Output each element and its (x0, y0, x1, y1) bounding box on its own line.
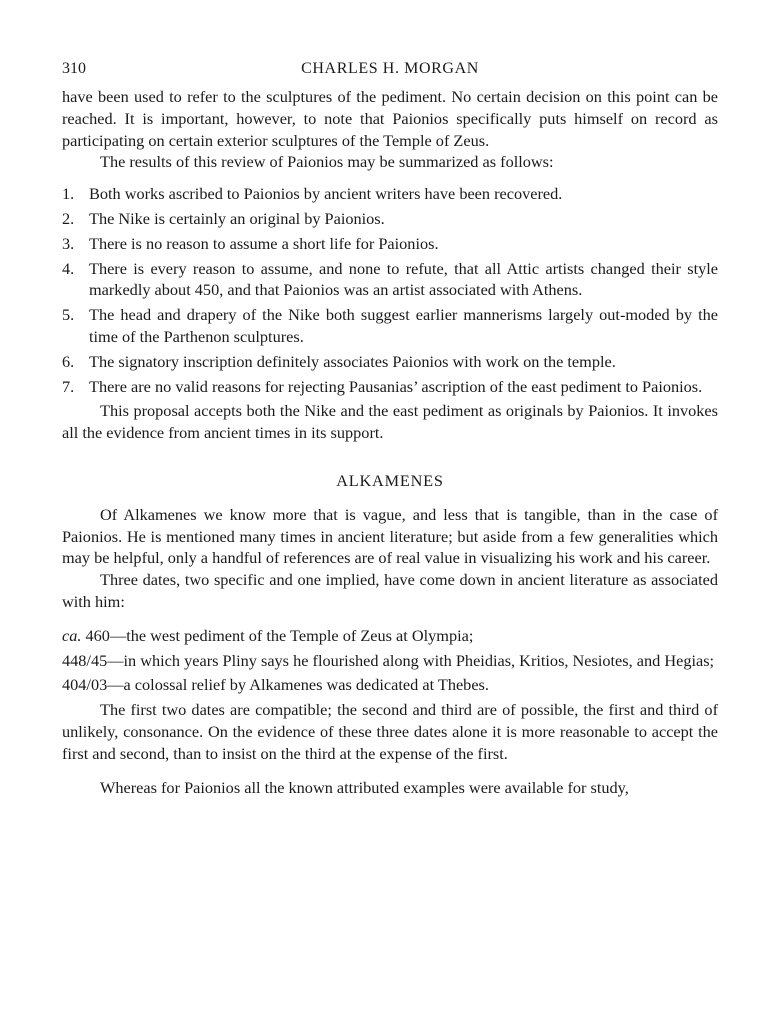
page-number: 310 (62, 60, 86, 77)
list-item-number: 6. (62, 351, 75, 371)
section-paragraph: Three dates, two specific and one implied, have come down in ancient literature as associated with him: (62, 570, 718, 611)
list-item-text: The signatory inscription definitely associates Paionios with work on the temple. (89, 351, 616, 371)
list-item-number: 7. (62, 376, 75, 396)
list-item-text: There is no reason to assume a short life for Paionios. (89, 233, 439, 253)
conclusion-paragraph: This proposal accepts both the Nike and the east pediment as originals by Paionios. It invokes all the evidence from ancient times in its support. (62, 401, 718, 443)
section-paragraph: Whereas for Paionios all the known attributed examples were available for study, (100, 777, 629, 797)
list-item (62, 304, 718, 348)
list-item (62, 376, 718, 398)
summary-intro: The results of this review of Paionios may be summarized as follows: (100, 152, 554, 172)
date-value: 448/45 (62, 650, 108, 670)
list-item-text: Both works ascribed to Paionios by ancient writers have been recovered. (89, 184, 563, 204)
list-item-text: There is every reason to assume, and none to refute, that all Attic artists changed their style markedly about 450, and that Paionios was an artist associated with Athens. (89, 258, 718, 300)
list-item-number: 5. (62, 305, 75, 325)
date-value: 460 (85, 625, 110, 645)
list-item-number: 3. (62, 233, 75, 253)
date-value: 404/03 (62, 675, 108, 695)
list-item (62, 233, 718, 255)
list-item-text: There are no valid reasons for rejecting Pausanias’ ascription of the east pediment to Paionios. (89, 376, 703, 396)
list-item-number: 1. (62, 184, 75, 204)
list-item-text: The head and drapery of the Nike both suggest earlier mannerisms largely out-moded by the time of the Parthenon sculptures. (89, 305, 718, 346)
date-entry (62, 625, 718, 647)
list-item-number: 4. (62, 258, 75, 278)
page-body (62, 58, 718, 798)
list-item (62, 208, 718, 230)
date-entry (62, 650, 718, 672)
running-head (62, 58, 718, 86)
date-entry (62, 674, 718, 696)
date-list (62, 625, 718, 696)
running-title: CHARLES H. MORGAN (301, 60, 479, 77)
summary-list (62, 183, 718, 397)
list-item (62, 351, 718, 373)
date-text: —in which years Pliny says he flourished along with Pheidias, Kritios, Nesiotes, and Hegias; (107, 650, 715, 670)
section-heading: ALKAMENES (336, 470, 444, 490)
list-item-text: The Nike is certainly an original by Paionios. (89, 208, 385, 228)
section-paragraph: Of Alkamenes we know more that is vague, and less that is tangible, than in the case of Paionios. He is mentioned many times in ancient literature; but aside from a few generalities which may be helpful, only a handful of references are of real value in visualizing his work and his career. (62, 504, 718, 568)
list-item (62, 258, 718, 302)
section-paragraph: The first two dates are compatible; the second and third are of possible, the first and third of unlikely, consonance. On the evidence of these three dates alone it is more reasonable to accept the first and second, than to insist on the third at the expense of the first. (62, 700, 718, 763)
date-text: —a colossal relief by Alkamenes was dedicated at Thebes. (107, 675, 489, 695)
date-prefix: ca. (62, 625, 82, 645)
list-item-number: 2. (62, 208, 75, 228)
opening-paragraph: have been used to refer to the sculptures of the pediment. No certain decision on this point can be reached. It is important, however, to note that Paionios specifically puts himself on record as participating on certain exterior sculptures of the Temple of Zeus. (62, 87, 718, 150)
date-text: —the west pediment of the Temple of Zeus at Olympia; (109, 625, 474, 645)
list-item (62, 183, 718, 205)
